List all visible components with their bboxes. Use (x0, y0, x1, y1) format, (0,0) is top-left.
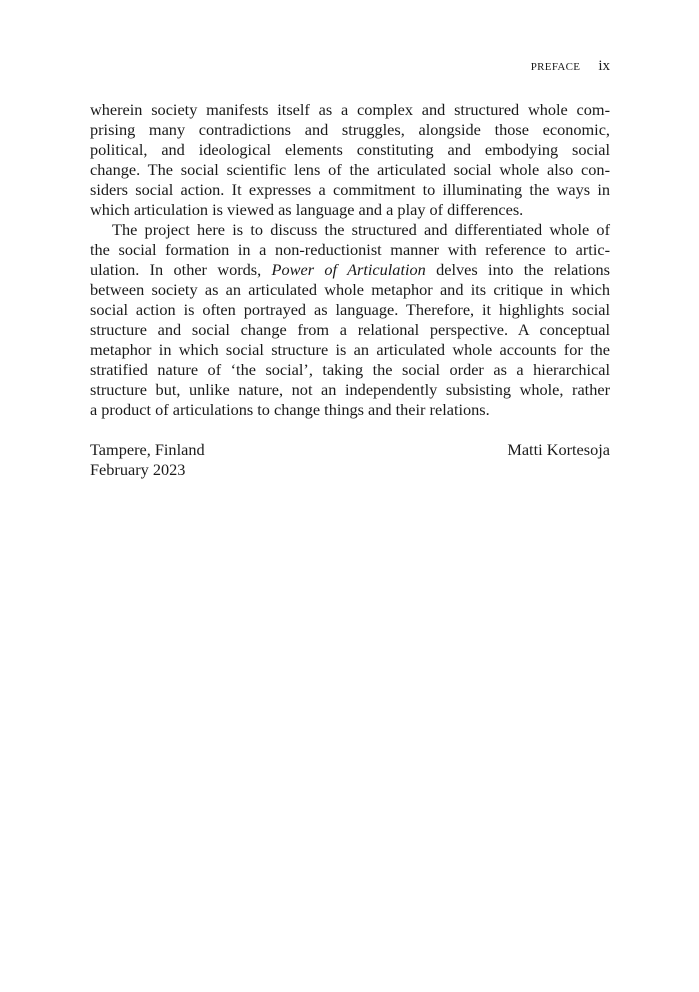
text-line (90, 140, 610, 160)
text-segment: siders social action. It expresses a commitment to illuminating the ways in (90, 180, 610, 199)
text-segment: stratified nature of ‘the social’, taking the social order as a hierarchical (90, 360, 610, 379)
text-line (90, 180, 610, 200)
running-title: PREFACE (530, 61, 581, 73)
text-line (90, 220, 610, 240)
book-title-italic: Power of Articulation (271, 260, 426, 279)
paragraph (90, 220, 610, 420)
signature-date: February 2023 (90, 460, 186, 479)
text-line (90, 260, 610, 280)
text-segment: structure and social change from a relational perspective. A conceptual (90, 320, 610, 339)
text-line (90, 320, 610, 340)
preface-body (90, 100, 610, 420)
text-segment: between society as an articulated whole metaphor and its critique in which (90, 280, 610, 299)
text-segment: The project here is to discuss the structured and differentiated whole of (112, 220, 610, 239)
text-line (90, 360, 610, 380)
text-line (90, 380, 610, 400)
text-segment: wherein society manifests itself as a complex and structured whole com- (90, 100, 610, 119)
text-segment: ulation. In other words, (90, 260, 272, 279)
text-segment: delves into the relations (425, 260, 611, 279)
text-line (90, 240, 610, 260)
text-line (90, 120, 610, 140)
text-line (90, 200, 610, 220)
text-segment: the social formation in a non-reductionist manner with reference to artic- (90, 240, 610, 259)
signature-block (90, 440, 610, 480)
text-segment: change. The social scientific lens of the articulated social whole also con- (90, 160, 610, 179)
text-segment: which articulation is viewed as language and a play of differences. (90, 200, 524, 219)
text-line (90, 340, 610, 360)
signature-author: Matti Kortesoja (507, 440, 610, 459)
text-line (90, 100, 610, 120)
text-line (90, 300, 610, 320)
text-segment: social action is often portrayed as language. Therefore, it highlights social (90, 300, 610, 319)
text-segment: political, and ideological elements constituting and embodying social (90, 140, 610, 159)
text-line (90, 400, 610, 420)
running-header (531, 58, 610, 75)
text-segment: prising many contradictions and struggles, alongside those economic, (90, 120, 610, 139)
text-segment: structure but, unlike nature, not an independently subsisting whole, rather (90, 380, 610, 399)
text-segment: a product of articulations to change things and their relations. (90, 400, 490, 419)
page-number: ix (598, 58, 610, 74)
text-line (90, 160, 610, 180)
paragraph (90, 100, 610, 220)
text-segment: metaphor in which social structure is an articulated whole accounts for the (90, 340, 610, 359)
signature-place: Tampere, Finland (90, 440, 205, 459)
text-line (90, 280, 610, 300)
